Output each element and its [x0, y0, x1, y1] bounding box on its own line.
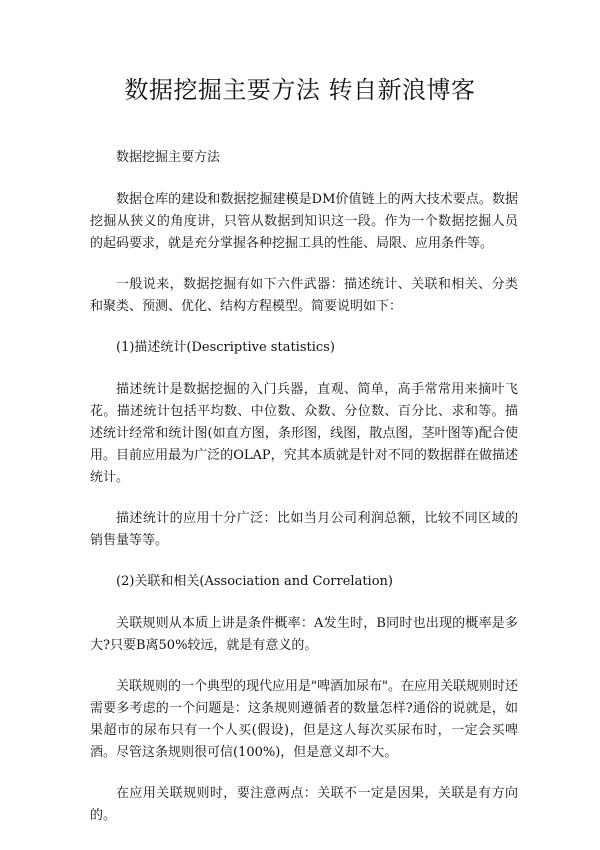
- paragraph-six-weapons: 一般说来，数据挖掘有如下六件武器：描述统计、关联和相关、分类和聚类、预测、优化、结构方程模型。简要说明如下：: [90, 277, 518, 314]
- paragraph-association-notes: 在应用关联规则时，要注意两点：关联不一定是因果，关联是有方向的。: [90, 786, 518, 823]
- section-heading-main: 数据挖掘主要方法: [116, 150, 221, 165]
- paragraph-association-rules: 关联规则从本质上讲是条件概率：A发生时，B同时也出现的概率是多大?只要B离50%较远，就是有意义的。: [90, 616, 518, 653]
- paragraph-beer-diapers: 关联规则的一个典型的现代应用是"啤酒加尿布"。在应用关联规则时还需要多考虑的一个问题是：这条规则遵循者的数量怎样?通俗的说就是，如果超市的尿布只有一个人买(假设)，但是这人每次买尿布时，一定会买啤酒。尽管这条规则很可信(100%)，但是意义却不大。: [90, 679, 518, 760]
- document-body: [90, 147, 518, 846]
- paragraph-intro: 数据仓库的建设和数据挖掘建模是DM价值链上的两大技术要点。数据挖掘从狭义的角度讲，只管从数据到知识这一段。作为一个数据挖掘人员的起码要求，就是充分掌握各种挖掘工具的性能、局限、应用条件等。: [90, 192, 518, 251]
- paragraph-descriptive-statistics: 描述统计是数据挖掘的入门兵器，直观、简单，高手常常用来摘叶飞花。描述统计包括平均数、中位数、众数、分位数、百分比、求和等。描述统计经常和统计图(如直方图，条形图，线图，散点图，茎叶图等)配合使用。目前应用最为广泛的OLAP，究其本质就是针对不同的数据群在做描述统计。: [90, 382, 518, 485]
- document-title: 数据挖掘主要方法 转自新浪博客: [124, 76, 476, 104]
- section-heading-association-correlation: (2)关联和相关(Association and Correlation): [116, 574, 393, 589]
- paragraph-descriptive-applications: 描述统计的应用十分广泛：比如当月公司利润总额，比较不同区域的销售量等等。: [90, 511, 518, 548]
- section-heading-descriptive-statistics: (1)描述统计(Descriptive statistics): [116, 340, 335, 355]
